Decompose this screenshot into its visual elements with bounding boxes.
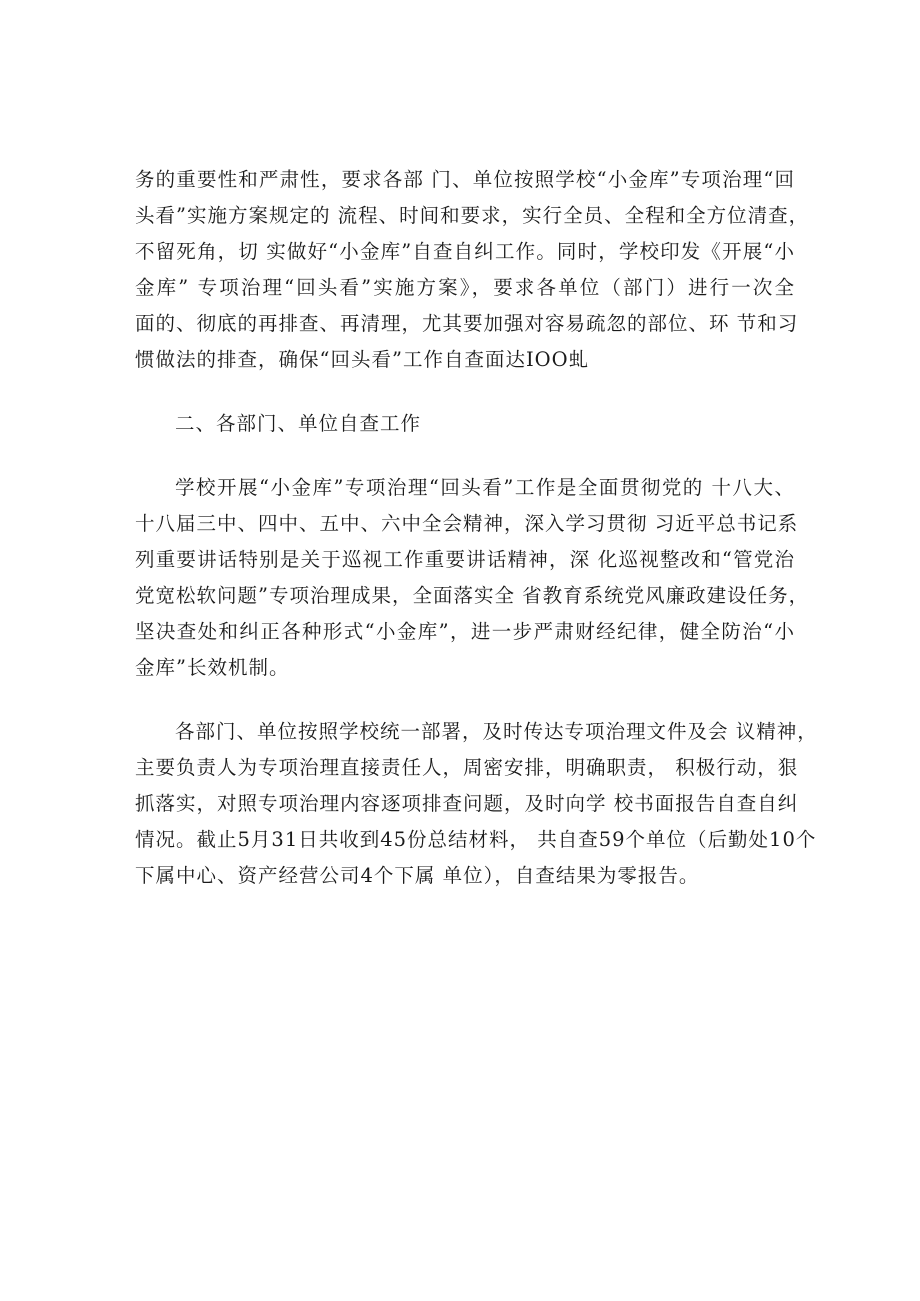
paragraph-2 bbox=[135, 470, 810, 686]
text-line: 列重要讲话特别是关于巡视工作重要讲话精神，深 化巡视整改和“管党治 bbox=[135, 548, 795, 571]
text-line: 下属中心、资产经营公司4个下属 单位），自查结果为零报告。 bbox=[135, 864, 700, 887]
text-line: 金库” 专项治理“回头看”实施方案》，要求各单位（部门）进行一次全 bbox=[135, 276, 795, 299]
text-line: 抓落实，对照专项治理内容逐项排查问题，及时向学 校书面报告自查自纠 bbox=[135, 792, 799, 815]
text-line: 面的、彻底的再排查、再清理，尤其要加强对容易疏忽的部位、环 节和习 bbox=[135, 312, 799, 335]
section-heading-2 bbox=[135, 406, 795, 442]
text-line: 金库”长效机制。 bbox=[135, 656, 290, 679]
text-line: 不留死角，切 实做好“小金库”自查自纠工作。同时，学校印发《开展“小 bbox=[135, 240, 795, 263]
heading-text: 二、各部门、单位自查工作 bbox=[175, 412, 422, 435]
paragraph-1 bbox=[135, 162, 810, 378]
text-line: 头看”实施方案规定的 流程、时间和要求，实行全员、全程和全方位清查， bbox=[135, 204, 810, 227]
text-line: 学校开展“小金库”专项治理“回头看”工作是全面贯彻党的 十八大、 bbox=[175, 476, 795, 499]
text-line: 各部门、单位按照学校统一部署，及时传达专项治理文件及会 议精神， bbox=[175, 720, 818, 743]
text-line: 坚决查处和纠正各种形式“小金库”，进一步严肃财经纪律，健全防治“小 bbox=[135, 620, 795, 643]
document-page bbox=[135, 162, 818, 922]
paragraph-3 bbox=[135, 714, 818, 894]
text-line: 十八届三中、四中、五中、六中全会精神，深入学习贯彻 习近平总书记系 bbox=[135, 512, 799, 535]
text-line: 惯做法的排查，确保“回头看”工作自查面达IOO虬 bbox=[135, 348, 590, 371]
text-line: 主要负责人为专项治理直接责任人，周密安排，明确职责， 积极行动，狠 bbox=[135, 756, 799, 779]
text-line: 党宽松软问题”专项治理成果，全面落实全 省教育系统党风廉政建设任务， bbox=[135, 584, 810, 607]
text-line: 情况。截止5月31日共收到45份总结材料， 共自查59个单位（后勤处10个 bbox=[135, 828, 817, 851]
text-line: 务的重要性和严肃性，要求各部 门、单位按照学校“小金库”专项治理“回 bbox=[135, 168, 795, 191]
